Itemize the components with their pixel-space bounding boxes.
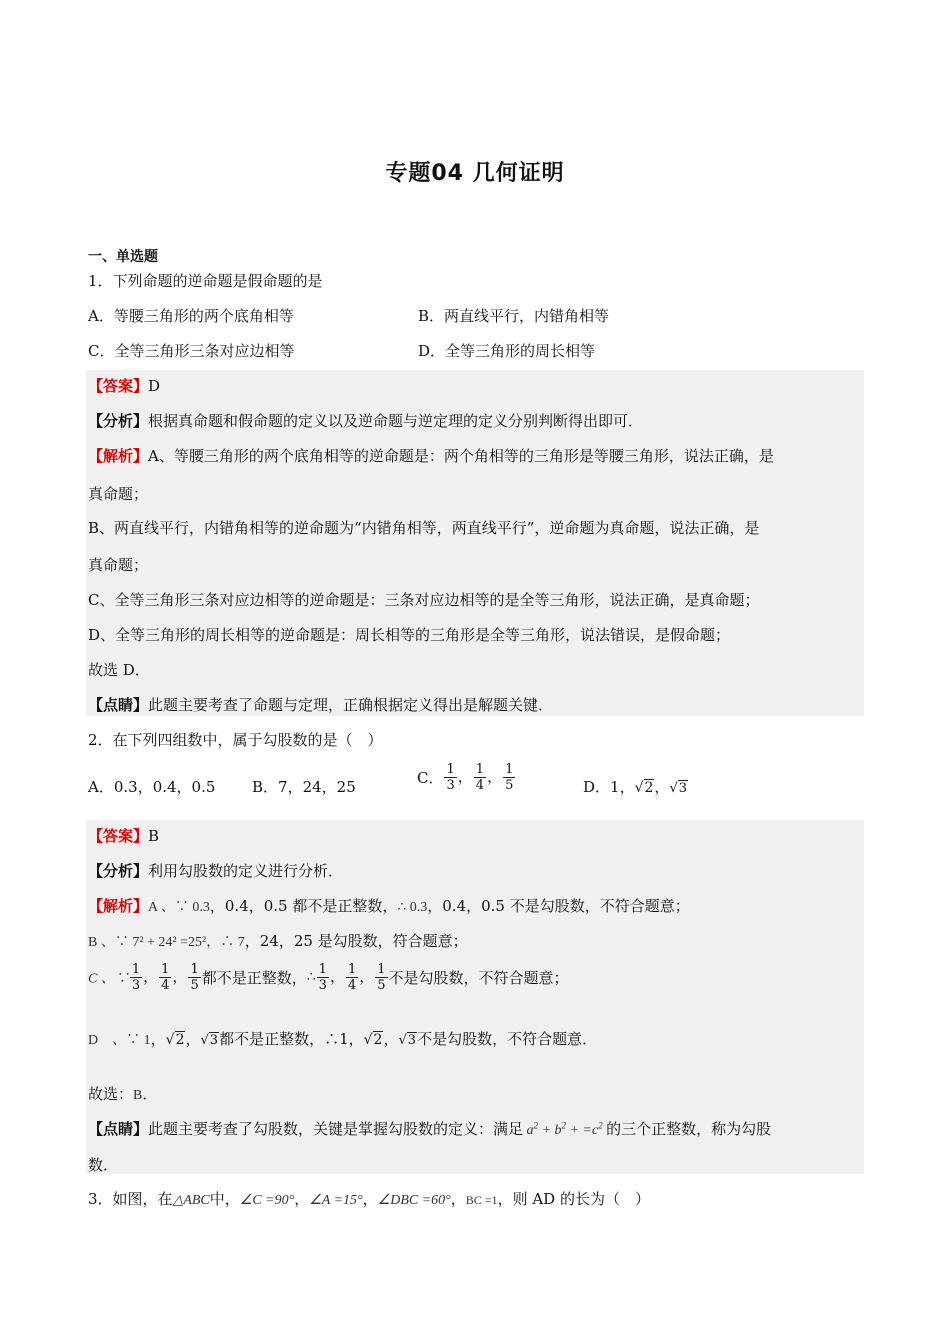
q1-option-a: A．等腰三角形的两个底角相等 — [88, 307, 294, 325]
q2-analysis — [88, 860, 343, 881]
q1-solution-3: C、全等三角形三条对应边相等的逆命题是：三条对应边相等的是全等三角形，说法正确，是真命题； — [88, 591, 760, 609]
q1-option-b: B．两直线平行，内错角相等 — [418, 307, 610, 325]
text: ． — [142, 1085, 158, 1103]
q2-answer — [88, 825, 159, 846]
solution-text: A、等腰三角形的两个底角相等的逆命题是：两个角相等的三角形是等腰三角形，说法正确，是 — [148, 447, 774, 465]
text: ，0.4，0.5 都不是正整数， — [209, 897, 398, 915]
q1-solution-4: D、全等三角形的周长相等的逆命题是：周长相等的三角形是全等三角形，说法错误，是假命题； — [88, 626, 731, 644]
q2-note-cont: 数． — [88, 1156, 119, 1174]
note-text: 此题主要考查了命题与定理，正确根据定义得出是解题关键． — [148, 696, 554, 714]
text: 都不是正整数，∴1， — [219, 1030, 364, 1048]
analysis-text: 利用勾股数的定义进行分析． — [148, 862, 344, 880]
q2-note: 【点睛】此题主要考查了勾股数，关键是掌握勾股数的定义：满足 $a^2 + b^2 + =c^2$ 的三个正整数，称为勾股 — [88, 1120, 772, 1138]
q2-option-a: A．0.3，0.4，0.5 — [88, 778, 216, 796]
q1-answer — [88, 375, 160, 396]
text: ，24，25 是勾股数，符合题意； — [244, 932, 468, 950]
q1-option-d: D．全等三角形的周长相等 — [418, 342, 596, 360]
option-label: D．1， — [583, 778, 635, 796]
q1-analysis — [88, 410, 643, 431]
text: ，0.4，0.5 不是勾股数，不符合题意； — [427, 897, 690, 915]
math: B 、∵ 7² + 24² =25² — [88, 935, 207, 950]
q2-option-d: D．1，√2，√3 — [583, 778, 688, 796]
q1-solution-2: B、两直线平行，内错角相等的逆命题为“内错角相等，两直线平行”，逆命题为真命题，说法正确，是 — [88, 519, 760, 537]
text: 都不是正整数， — [201, 969, 307, 987]
q2-solution-b — [88, 930, 468, 951]
text: 故选： — [88, 1085, 134, 1103]
math: C 、∵ — [88, 971, 129, 987]
q1-solution-2b: 真命题； — [88, 556, 149, 574]
q2-solution-d: D 、∵ 1，√2，√3都不是正整数，∴1，√2，√3不是勾股数，不符合题意． — [88, 1030, 598, 1048]
q2-solution-final — [88, 1083, 157, 1104]
text: 中， — [209, 1190, 240, 1208]
section-heading: 一、单选题 — [88, 249, 158, 265]
note-text: 的三个正整数，称为勾股 — [606, 1120, 772, 1138]
q1-stem: 1．下列命题的逆命题是假命题的是 — [88, 272, 323, 290]
q1-option-c: C．全等三角形三条对应边相等 — [88, 342, 295, 360]
text: 3．如图，在 — [88, 1190, 173, 1208]
math: B — [133, 1088, 143, 1103]
math: ∴ 0.3 — [397, 900, 428, 915]
q1-note — [88, 694, 553, 715]
math: A 、∵ 0.3 — [148, 900, 210, 915]
analysis-tag: 【分析】 — [88, 862, 149, 880]
page-title: 专题04 几何证明 — [385, 161, 565, 186]
note-tag: 【点睛】 — [88, 1120, 149, 1138]
analysis-text: 根据真命题和假命题的定义以及逆命题与逆定理的定义分别判断得出即可． — [148, 412, 644, 430]
text: 不是勾股数，不符合题意； — [388, 969, 569, 987]
text: ，则 AD 的长为（ ） — [497, 1190, 650, 1208]
option-label: C． — [417, 769, 444, 787]
analysis-tag: 【分析】 — [88, 412, 149, 430]
note-text: 此题主要考查了勾股数，关键是掌握勾股数的定义：满足 — [148, 1120, 524, 1138]
solution-tag: 【解析】 — [88, 897, 149, 915]
math: ，∴ 7 — [206, 935, 245, 950]
solution-tag: 【解析】 — [88, 447, 149, 465]
q1-solution-5: 故选 D． — [88, 661, 150, 679]
q1-solution-1b: 真命题； — [88, 485, 149, 503]
q3-stem: 3．如图，在△ABC中，∠C =90°，∠A =15°，∠DBC =60°，BC =1，则 AD 的长为（ ） — [88, 1190, 650, 1208]
answer-tag: 【答案】 — [88, 827, 149, 845]
text: 不是勾股数，不符合题意． — [417, 1030, 598, 1048]
q2-option-c: C． $\frac{1}{3}$ ， $\frac{1}{4}$ ， $\frac{1}{5}$ — [417, 762, 514, 793]
math: D 、∵ 1 — [88, 1033, 151, 1048]
note-tag: 【点睛】 — [88, 696, 149, 714]
answer-value: B — [148, 827, 160, 845]
q2-solution-a — [88, 895, 690, 916]
answer-value: D — [148, 377, 161, 395]
answer-tag: 【答案】 — [88, 377, 149, 395]
q1-solution-1 — [88, 445, 774, 466]
q2-solution-c: C 、∵ $\frac{1}{3}$ ， $\frac{1}{4}$ ， $\frac{1}{5}$ 都不是正整数，∴ $\frac{1}{3}$ ， $\frac{1}{4}$ ， $\frac{1}{5}$ 不是勾股数，不符合题意； — [88, 962, 569, 993]
q2-stem: 2．在下列四组数中，属于勾股数的是（ ） — [88, 731, 383, 749]
q2-option-b: B．7，24，25 — [252, 778, 356, 796]
